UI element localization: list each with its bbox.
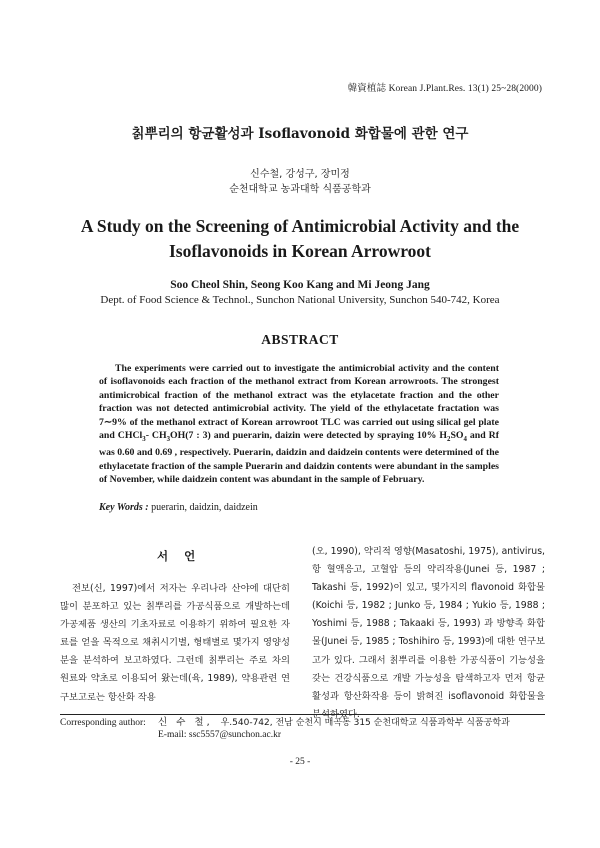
abstract-text-2: - CH xyxy=(145,430,167,442)
footnote-line-1 xyxy=(60,717,510,729)
english-authors: Soo Cheol Shin, Seong Koo Kang and Mi Jeong Jang xyxy=(170,279,430,291)
introduction-heading: 서 언 xyxy=(157,549,202,563)
abstract-sub-4: 4 xyxy=(463,435,467,443)
english-title-line-2: Isoflavonoids in Korean Arrowroot xyxy=(168,241,432,261)
abstract-text-1: The experiments were carried out to investigate the antimicrobial activity and the content of isoflavonoids each fraction of the methanol extract from Korean arrowroots. The strongest antimicrobical fraction of the methanol extract was the etylacetate fraction and the other fraction was not detected antimicrobial activity. The yield of the ethylacetate fractation was 7∼9% of the methanol extract of Korean arrowroot TLC was carried out using silical gel plate and CHCl xyxy=(99,363,499,442)
journal-reference: 韓資植誌 Korean J.Plant.Res. 13(1) 25~28(2000) xyxy=(347,84,542,94)
korean-authors: 신수철, 강성구, 장미정 xyxy=(250,169,350,180)
abstract-sub-1: 3 xyxy=(142,435,146,443)
footnote-address: 우.540-742, 전남 순천시 매곡동 315 순천대학교 식품과학부 식품공학과 xyxy=(220,718,510,728)
abstract-text-5: and Rf was 0.60 and 0.69 , respectively. Puerarin, daidzin and daidzein contents were determined of the ethylacetate fraction of the sample Puerarin and daidzin contents were abundant in the samples of November, while daidzein content was abundant in the sample of February. xyxy=(99,430,499,486)
korean-title: 칡뿌리의 항균활성과 Isoflavonoid 화합물에 관한 연구 xyxy=(131,126,469,142)
corresponding-author-footnote xyxy=(60,717,510,741)
footnote-author-name: 신 수 철, xyxy=(158,717,213,728)
english-title-line-1: A Study on the Screening of Antimicrobial Activity and the xyxy=(80,216,520,236)
abstract-text-3: OH(7 : 3) and puerarin, daizin were detected by spraying 10% H xyxy=(170,430,447,442)
footnote-email: E-mail: ssc5557@sunchon.ac.kr xyxy=(158,730,281,740)
english-affiliation: Dept. of Food Science & Technol., Sunchon National University, Sunchon 540-742, Korea xyxy=(100,294,500,306)
abstract-body xyxy=(99,362,499,487)
abstract-sub-3: 2 xyxy=(447,435,451,443)
keywords-label: Key Words : xyxy=(99,502,149,513)
footnote-divider xyxy=(60,714,545,715)
korean-affiliation: 순천대학교 농과대학 식품공학과 xyxy=(229,184,371,195)
keywords xyxy=(99,502,258,513)
abstract-text-4: SO xyxy=(450,430,464,442)
english-title xyxy=(30,214,570,264)
abstract-sub-2: 3 xyxy=(166,435,171,443)
footnote-label: Corresponding author: xyxy=(60,718,146,728)
keywords-text: puerarin, daidzin, daidzein xyxy=(148,502,258,513)
introduction-right-column: (오, 1990), 약리적 영향(Masatoshi, 1975), antivirus, 항 혈액응고, 고혈압 등의 약리작용(Junei 등, 1987 ; Takashi 등, 1992)이 있고, 몇가지의 flavonoid 화합물(Koichi 등, 1982 ; Junko 등, 1984 ; Yukio 등, 1988 ; Yoshimi 등, 1988 ; Takaaki 등, 1993) 과 방향족 화합물(Junei 등, 1985 ; Toshihiro 등, 1993)에 대한 연구보고가 있다. 그래서 칡뿌리를 이용한 가공식품이 기능성을 갖는 건강식품으로 개발 가능성을 탐색하고자 먼저 항균활성과 항산화작용 등이 밝혀진 isoflavonoid 화합물을 분석하였다. xyxy=(312,546,545,720)
page-number: - 25 - xyxy=(289,757,311,767)
introduction-left-column: 전보(신, 1997)에서 저자는 우리나라 산야에 대단히 많이 분포하고 있는 칡뿌리를 가공식품으로 개발하는데 가공제품 생산의 기초자료로 이용하기 위하여 필요한 자료를 얻을 목적으로 채취시기별, 형태별로 몇가지 영양성분을 분석하여 보고하였다. 그런데 칡뿌리는 주로 차의 원료와 약초로 이용되어 왔는데(육, 1989), 약용관련 연구보고로는 항산화 작용 xyxy=(60,583,290,703)
abstract-heading: ABSTRACT xyxy=(261,332,339,347)
